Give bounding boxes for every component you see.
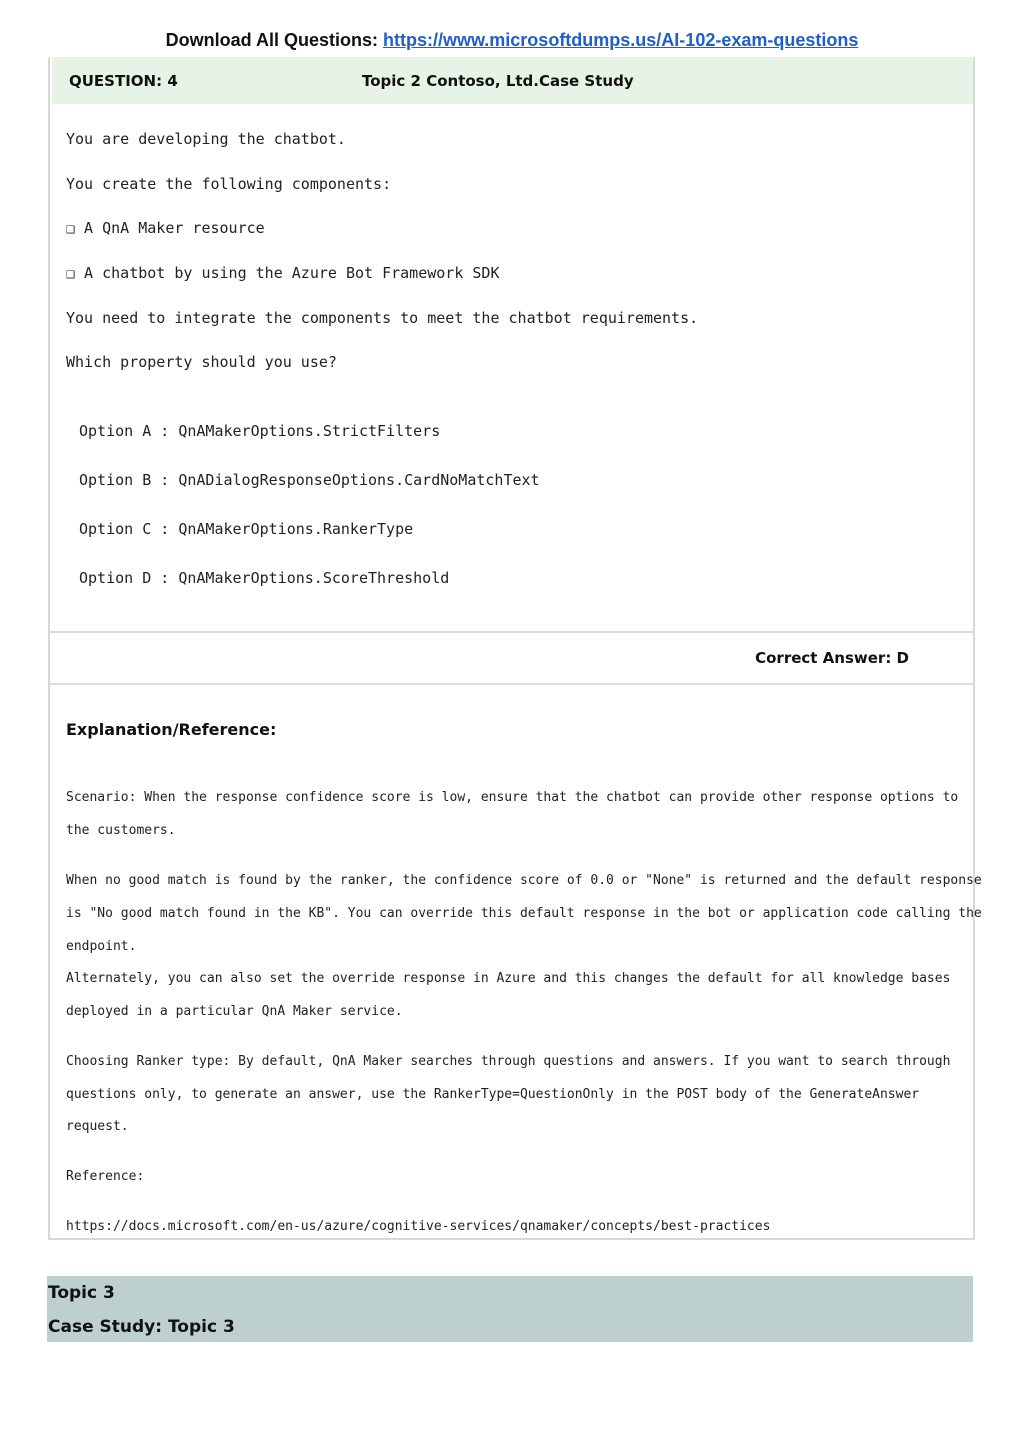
component-list-item: ❑ A chatbot by using the Azure Bot Framework SDK xyxy=(66,264,500,282)
explanation-line: endpoint. xyxy=(66,939,137,954)
question-text: You create the following components: xyxy=(66,175,392,193)
explanation-line: questions only, to generate an answer, use the RankerType=QuestionOnly in the POST body of the GenerateAnswer xyxy=(66,1087,920,1102)
answer-divider-top xyxy=(50,631,973,633)
correct-answer: Correct Answer: D xyxy=(755,649,909,667)
question-card xyxy=(48,57,982,1240)
answer-divider-bottom xyxy=(50,683,973,685)
reference-label: Reference: xyxy=(66,1169,145,1184)
explanation-line: Scenario: When the response confidence score is low, ensure that the chatbot can provide other response options to xyxy=(66,790,959,805)
explanation-line: deployed in a particular QnA Maker service. xyxy=(66,1004,403,1019)
explanation-line: request. xyxy=(66,1119,129,1134)
question-topic: Topic 2 Contoso, Ltd.Case Study xyxy=(362,72,634,90)
explanation-line: the customers. xyxy=(66,823,176,838)
banner-label: Download All Questions: xyxy=(165,30,383,50)
topic-title: Topic 3 xyxy=(48,1283,115,1303)
explanation-line: Alternately, you can also set the override response in Azure and this changes the default for all knowledge bases xyxy=(66,971,951,986)
question-text: You are developing the chatbot. xyxy=(66,130,346,148)
explanation-title: Explanation/Reference: xyxy=(66,720,277,739)
question-header xyxy=(52,57,973,104)
topic-subtitle: Case Study: Topic 3 xyxy=(48,1317,235,1337)
explanation-line: is "No good match found in the KB". You can override this default response in the bot or application code calling the xyxy=(66,906,982,921)
explanation-line: When no good match is found by the ranker, the confidence score of 0.0 or "None" is returned and the default response xyxy=(66,873,982,888)
download-banner xyxy=(0,30,1024,51)
question-text: You need to integrate the components to meet the chatbot requirements. xyxy=(66,309,699,327)
option-a: Option A : QnAMakerOptions.StrictFilters xyxy=(79,422,441,440)
option-c: Option C : QnAMakerOptions.RankerType xyxy=(79,520,414,538)
option-d: Option D : QnAMakerOptions.ScoreThreshold xyxy=(79,569,450,587)
component-list-item: ❑ A QnA Maker resource xyxy=(66,219,265,237)
reference-link[interactable]: https://docs.microsoft.com/en-us/azure/cognitive-services/qnamaker/concepts/best-practices xyxy=(66,1219,771,1234)
option-b: Option B : QnADialogResponseOptions.CardNoMatchText xyxy=(79,471,540,489)
next-topic-header xyxy=(47,1276,973,1342)
explanation-line: Choosing Ranker type: By default, QnA Maker searches through questions and answers. If you want to search through xyxy=(66,1054,951,1069)
question-number: QUESTION: 4 xyxy=(69,72,178,90)
question-prompt: Which property should you use? xyxy=(66,353,337,371)
download-link[interactable]: https://www.microsoftdumps.us/AI-102-exam-questions xyxy=(382,30,859,50)
